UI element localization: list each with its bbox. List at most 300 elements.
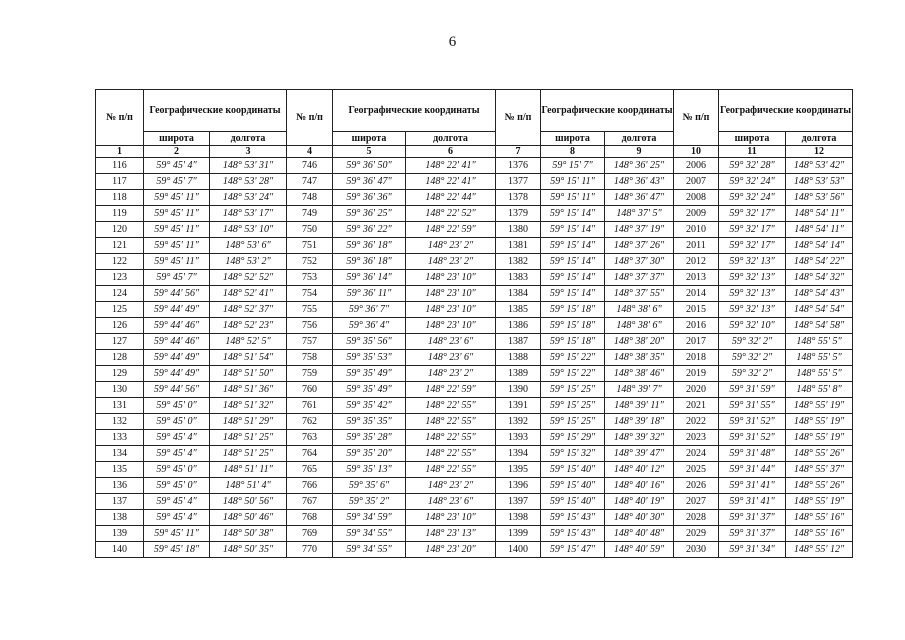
latitude-cell: 59° 15' 7"	[541, 158, 605, 174]
point-number: 1387	[496, 334, 541, 350]
point-number: 754	[287, 286, 333, 302]
latitude-cell: 59° 15' 43"	[541, 526, 605, 542]
latitude-cell: 59° 44' 56"	[144, 382, 210, 398]
point-number: 769	[287, 526, 333, 542]
point-number: 138	[96, 510, 144, 526]
longitude-cell: 148° 40' 48"	[605, 526, 674, 542]
latitude-cell: 59° 15' 25"	[541, 382, 605, 398]
point-number: 748	[287, 190, 333, 206]
latitude-cell: 59° 44' 46"	[144, 334, 210, 350]
header-num: № п/п	[674, 90, 719, 146]
latitude-cell: 59° 15' 14"	[541, 238, 605, 254]
longitude-cell: 148° 23' 10"	[406, 270, 496, 286]
table-row	[96, 542, 853, 558]
longitude-cell: 148° 53' 28"	[210, 174, 287, 190]
latitude-cell: 59° 45' 4"	[144, 430, 210, 446]
point-number: 1378	[496, 190, 541, 206]
longitude-cell: 148° 22' 55"	[406, 398, 496, 414]
point-number: 1400	[496, 542, 541, 558]
longitude-cell: 148° 39' 32"	[605, 430, 674, 446]
point-number: 1395	[496, 462, 541, 478]
point-number: 1398	[496, 510, 541, 526]
point-number: 140	[96, 542, 144, 558]
table-row	[96, 526, 853, 542]
table-row	[96, 302, 853, 318]
latitude-cell: 59° 15' 18"	[541, 302, 605, 318]
longitude-cell: 148° 22' 44"	[406, 190, 496, 206]
point-number: 1392	[496, 414, 541, 430]
longitude-cell: 148° 23' 6"	[406, 334, 496, 350]
point-number: 770	[287, 542, 333, 558]
header-geo: Географические координаты	[144, 90, 287, 132]
point-number: 2022	[674, 414, 719, 430]
latitude-cell: 59° 31' 48"	[719, 446, 786, 462]
point-number: 751	[287, 238, 333, 254]
latitude-cell: 59° 36' 50"	[333, 158, 406, 174]
point-number: 1394	[496, 446, 541, 462]
point-number: 118	[96, 190, 144, 206]
column-number: 10	[674, 146, 719, 158]
point-number: 746	[287, 158, 333, 174]
table-row	[96, 286, 853, 302]
longitude-cell: 148° 54' 58"	[786, 318, 853, 334]
header-lon: долгота	[210, 132, 287, 146]
point-number: 767	[287, 494, 333, 510]
point-number: 1382	[496, 254, 541, 270]
latitude-cell: 59° 35' 20"	[333, 446, 406, 462]
latitude-cell: 59° 31' 59"	[719, 382, 786, 398]
longitude-cell: 148° 36' 43"	[605, 174, 674, 190]
table-row	[96, 254, 853, 270]
latitude-cell: 59° 15' 14"	[541, 206, 605, 222]
point-number: 750	[287, 222, 333, 238]
latitude-cell: 59° 36' 7"	[333, 302, 406, 318]
longitude-cell: 148° 23' 10"	[406, 318, 496, 334]
point-number: 1376	[496, 158, 541, 174]
point-number: 1388	[496, 350, 541, 366]
longitude-cell: 148° 51' 4"	[210, 478, 287, 494]
longitude-cell: 148° 37' 37"	[605, 270, 674, 286]
point-number: 1384	[496, 286, 541, 302]
longitude-cell: 148° 55' 26"	[786, 446, 853, 462]
latitude-cell: 59° 45' 11"	[144, 238, 210, 254]
latitude-cell: 59° 15' 47"	[541, 542, 605, 558]
longitude-cell: 148° 23' 2"	[406, 254, 496, 270]
latitude-cell: 59° 32' 13"	[719, 254, 786, 270]
point-number: 2019	[674, 366, 719, 382]
point-number: 2007	[674, 174, 719, 190]
longitude-cell: 148° 55' 12"	[786, 542, 853, 558]
latitude-cell: 59° 31' 41"	[719, 478, 786, 494]
longitude-cell: 148° 22' 59"	[406, 382, 496, 398]
point-number: 2030	[674, 542, 719, 558]
header-num: № п/п	[496, 90, 541, 146]
latitude-cell: 59° 32' 2"	[719, 366, 786, 382]
latitude-cell: 59° 31' 52"	[719, 414, 786, 430]
latitude-cell: 59° 15' 18"	[541, 318, 605, 334]
header-geo: Географические координаты	[541, 90, 674, 132]
point-number: 135	[96, 462, 144, 478]
latitude-cell: 59° 45' 11"	[144, 222, 210, 238]
point-number: 2021	[674, 398, 719, 414]
longitude-cell: 148° 53' 24"	[210, 190, 287, 206]
header-geo: Географические координаты	[719, 90, 853, 132]
point-number: 2008	[674, 190, 719, 206]
longitude-cell: 148° 51' 25"	[210, 446, 287, 462]
latitude-cell: 59° 31' 52"	[719, 430, 786, 446]
longitude-cell: 148° 53' 10"	[210, 222, 287, 238]
longitude-cell: 148° 40' 16"	[605, 478, 674, 494]
table-row	[96, 478, 853, 494]
longitude-cell: 148° 23' 6"	[406, 494, 496, 510]
table-body	[96, 158, 853, 558]
longitude-cell: 148° 55' 19"	[786, 430, 853, 446]
table-row	[96, 158, 853, 174]
point-number: 2006	[674, 158, 719, 174]
point-number: 2026	[674, 478, 719, 494]
point-number: 130	[96, 382, 144, 398]
longitude-cell: 148° 23' 2"	[406, 478, 496, 494]
header-lat: широта	[541, 132, 605, 146]
column-number: 3	[210, 146, 287, 158]
longitude-cell: 148° 36' 47"	[605, 190, 674, 206]
longitude-cell: 148° 53' 2"	[210, 254, 287, 270]
column-number: 9	[605, 146, 674, 158]
header-num: № п/п	[287, 90, 333, 146]
longitude-cell: 148° 23' 20"	[406, 542, 496, 558]
latitude-cell: 59° 36' 36"	[333, 190, 406, 206]
column-number: 11	[719, 146, 786, 158]
point-number: 132	[96, 414, 144, 430]
longitude-cell: 148° 55' 19"	[786, 494, 853, 510]
header-lon: долгота	[605, 132, 674, 146]
table-row	[96, 494, 853, 510]
point-number: 2025	[674, 462, 719, 478]
point-number: 1393	[496, 430, 541, 446]
point-number: 758	[287, 350, 333, 366]
longitude-cell: 148° 55' 16"	[786, 526, 853, 542]
longitude-cell: 148° 55' 5"	[786, 366, 853, 382]
point-number: 2013	[674, 270, 719, 286]
point-number: 1381	[496, 238, 541, 254]
latitude-cell: 59° 32' 17"	[719, 238, 786, 254]
latitude-cell: 59° 34' 59"	[333, 510, 406, 526]
longitude-cell: 148° 37' 55"	[605, 286, 674, 302]
table-row	[96, 334, 853, 350]
point-number: 134	[96, 446, 144, 462]
longitude-cell: 148° 55' 19"	[786, 398, 853, 414]
point-number: 120	[96, 222, 144, 238]
point-number: 119	[96, 206, 144, 222]
latitude-cell: 59° 15' 32"	[541, 446, 605, 462]
point-number: 124	[96, 286, 144, 302]
point-number: 1399	[496, 526, 541, 542]
point-number: 765	[287, 462, 333, 478]
latitude-cell: 59° 15' 29"	[541, 430, 605, 446]
column-number: 7	[496, 146, 541, 158]
table-row	[96, 430, 853, 446]
longitude-cell: 148° 54' 11"	[786, 206, 853, 222]
longitude-cell: 148° 22' 41"	[406, 174, 496, 190]
longitude-cell: 148° 40' 19"	[605, 494, 674, 510]
column-number: 5	[333, 146, 406, 158]
table-row	[96, 270, 853, 286]
latitude-cell: 59° 32' 13"	[719, 286, 786, 302]
longitude-cell: 148° 53' 6"	[210, 238, 287, 254]
header-geo: Географические координаты	[333, 90, 496, 132]
point-number: 1397	[496, 494, 541, 510]
point-number: 763	[287, 430, 333, 446]
point-number: 2020	[674, 382, 719, 398]
point-number: 128	[96, 350, 144, 366]
longitude-cell: 148° 54' 14"	[786, 238, 853, 254]
latitude-cell: 59° 45' 0"	[144, 398, 210, 414]
latitude-cell: 59° 45' 11"	[144, 526, 210, 542]
latitude-cell: 59° 45' 4"	[144, 510, 210, 526]
point-number: 1377	[496, 174, 541, 190]
longitude-cell: 148° 50' 35"	[210, 542, 287, 558]
latitude-cell: 59° 35' 53"	[333, 350, 406, 366]
point-number: 1385	[496, 302, 541, 318]
longitude-cell: 148° 22' 41"	[406, 158, 496, 174]
latitude-cell: 59° 15' 18"	[541, 334, 605, 350]
column-number: 2	[144, 146, 210, 158]
longitude-cell: 148° 22' 55"	[406, 446, 496, 462]
longitude-cell: 148° 50' 46"	[210, 510, 287, 526]
column-number: 4	[287, 146, 333, 158]
latitude-cell: 59° 44' 46"	[144, 318, 210, 334]
longitude-cell: 148° 22' 55"	[406, 462, 496, 478]
table-row	[96, 206, 853, 222]
latitude-cell: 59° 31' 37"	[719, 510, 786, 526]
latitude-cell: 59° 36' 18"	[333, 254, 406, 270]
point-number: 766	[287, 478, 333, 494]
point-number: 116	[96, 158, 144, 174]
latitude-cell: 59° 35' 13"	[333, 462, 406, 478]
longitude-cell: 148° 37' 30"	[605, 254, 674, 270]
point-number: 122	[96, 254, 144, 270]
point-number: 2015	[674, 302, 719, 318]
table-row	[96, 238, 853, 254]
latitude-cell: 59° 15' 14"	[541, 222, 605, 238]
latitude-cell: 59° 45' 7"	[144, 174, 210, 190]
longitude-cell: 148° 37' 19"	[605, 222, 674, 238]
longitude-cell: 148° 51' 11"	[210, 462, 287, 478]
point-number: 749	[287, 206, 333, 222]
longitude-cell: 148° 40' 12"	[605, 462, 674, 478]
longitude-cell: 148° 40' 59"	[605, 542, 674, 558]
point-number: 1391	[496, 398, 541, 414]
table-row	[96, 414, 853, 430]
point-number: 133	[96, 430, 144, 446]
point-number: 759	[287, 366, 333, 382]
point-number: 757	[287, 334, 333, 350]
latitude-cell: 59° 35' 42"	[333, 398, 406, 414]
latitude-cell: 59° 45' 0"	[144, 414, 210, 430]
longitude-cell: 148° 51' 54"	[210, 350, 287, 366]
latitude-cell: 59° 15' 11"	[541, 190, 605, 206]
latitude-cell: 59° 15' 22"	[541, 350, 605, 366]
latitude-cell: 59° 35' 49"	[333, 366, 406, 382]
point-number: 764	[287, 446, 333, 462]
latitude-cell: 59° 32' 2"	[719, 350, 786, 366]
point-number: 761	[287, 398, 333, 414]
latitude-cell: 59° 15' 43"	[541, 510, 605, 526]
longitude-cell: 148° 52' 41"	[210, 286, 287, 302]
point-number: 2027	[674, 494, 719, 510]
longitude-cell: 148° 54' 54"	[786, 302, 853, 318]
column-number: 12	[786, 146, 853, 158]
latitude-cell: 59° 45' 18"	[144, 542, 210, 558]
latitude-cell: 59° 32' 13"	[719, 302, 786, 318]
longitude-cell: 148° 53' 56"	[786, 190, 853, 206]
latitude-cell: 59° 45' 4"	[144, 494, 210, 510]
longitude-cell: 148° 39' 18"	[605, 414, 674, 430]
longitude-cell: 148° 51' 32"	[210, 398, 287, 414]
point-number: 1383	[496, 270, 541, 286]
table-row	[96, 366, 853, 382]
point-number: 1386	[496, 318, 541, 334]
table-row	[96, 382, 853, 398]
latitude-cell: 59° 15' 22"	[541, 366, 605, 382]
page-number: 6	[448, 34, 457, 50]
table-row	[96, 222, 853, 238]
latitude-cell: 59° 36' 4"	[333, 318, 406, 334]
latitude-cell: 59° 45' 7"	[144, 270, 210, 286]
longitude-cell: 148° 51' 36"	[210, 382, 287, 398]
latitude-cell: 59° 34' 55"	[333, 542, 406, 558]
point-number: 127	[96, 334, 144, 350]
longitude-cell: 148° 23' 6"	[406, 350, 496, 366]
latitude-cell: 59° 44' 49"	[144, 366, 210, 382]
longitude-cell: 148° 55' 19"	[786, 414, 853, 430]
point-number: 2023	[674, 430, 719, 446]
header-lon: долгота	[786, 132, 853, 146]
latitude-cell: 59° 36' 22"	[333, 222, 406, 238]
point-number: 129	[96, 366, 144, 382]
longitude-cell: 148° 53' 31"	[210, 158, 287, 174]
point-number: 2018	[674, 350, 719, 366]
latitude-cell: 59° 45' 4"	[144, 446, 210, 462]
latitude-cell: 59° 36' 25"	[333, 206, 406, 222]
point-number: 2017	[674, 334, 719, 350]
header-lat: широта	[719, 132, 786, 146]
point-number: 139	[96, 526, 144, 542]
point-number: 125	[96, 302, 144, 318]
point-number: 1389	[496, 366, 541, 382]
latitude-cell: 59° 32' 24"	[719, 190, 786, 206]
point-number: 2012	[674, 254, 719, 270]
longitude-cell: 148° 23' 13"	[406, 526, 496, 542]
longitude-cell: 148° 51' 25"	[210, 430, 287, 446]
latitude-cell: 59° 35' 28"	[333, 430, 406, 446]
longitude-cell: 148° 23' 10"	[406, 286, 496, 302]
latitude-cell: 59° 32' 13"	[719, 270, 786, 286]
header-lat: широта	[144, 132, 210, 146]
latitude-cell: 59° 44' 49"	[144, 302, 210, 318]
longitude-cell: 148° 52' 23"	[210, 318, 287, 334]
longitude-cell: 148° 37' 5"	[605, 206, 674, 222]
longitude-cell: 148° 40' 30"	[605, 510, 674, 526]
longitude-cell: 148° 38' 20"	[605, 334, 674, 350]
longitude-cell: 148° 36' 25"	[605, 158, 674, 174]
latitude-cell: 59° 32' 28"	[719, 158, 786, 174]
point-number: 2028	[674, 510, 719, 526]
latitude-cell: 59° 36' 18"	[333, 238, 406, 254]
longitude-cell: 148° 54' 11"	[786, 222, 853, 238]
latitude-cell: 59° 36' 14"	[333, 270, 406, 286]
point-number: 121	[96, 238, 144, 254]
latitude-cell: 59° 35' 35"	[333, 414, 406, 430]
longitude-cell: 148° 50' 38"	[210, 526, 287, 542]
longitude-cell: 148° 54' 22"	[786, 254, 853, 270]
latitude-cell: 59° 36' 47"	[333, 174, 406, 190]
point-number: 747	[287, 174, 333, 190]
latitude-cell: 59° 32' 10"	[719, 318, 786, 334]
point-number: 123	[96, 270, 144, 286]
longitude-cell: 148° 55' 5"	[786, 350, 853, 366]
longitude-cell: 148° 39' 11"	[605, 398, 674, 414]
longitude-cell: 148° 55' 26"	[786, 478, 853, 494]
longitude-cell: 148° 53' 53"	[786, 174, 853, 190]
longitude-cell: 148° 22' 55"	[406, 414, 496, 430]
latitude-cell: 59° 44' 49"	[144, 350, 210, 366]
point-number: 126	[96, 318, 144, 334]
column-number: 6	[406, 146, 496, 158]
coordinates-table	[95, 89, 853, 558]
latitude-cell: 59° 45' 11"	[144, 206, 210, 222]
point-number: 1380	[496, 222, 541, 238]
latitude-cell: 59° 31' 41"	[719, 494, 786, 510]
header-num: № п/п	[96, 90, 144, 146]
longitude-cell: 148° 55' 37"	[786, 462, 853, 478]
point-number: 768	[287, 510, 333, 526]
point-number: 137	[96, 494, 144, 510]
header-lon: долгота	[406, 132, 496, 146]
latitude-cell: 59° 45' 4"	[144, 158, 210, 174]
latitude-cell: 59° 15' 40"	[541, 494, 605, 510]
latitude-cell: 59° 15' 25"	[541, 398, 605, 414]
table-row	[96, 398, 853, 414]
table-row	[96, 350, 853, 366]
longitude-cell: 148° 38' 35"	[605, 350, 674, 366]
latitude-cell: 59° 45' 0"	[144, 478, 210, 494]
point-number: 753	[287, 270, 333, 286]
point-number: 1379	[496, 206, 541, 222]
point-number: 756	[287, 318, 333, 334]
latitude-cell: 59° 15' 25"	[541, 414, 605, 430]
longitude-cell: 148° 23' 10"	[406, 510, 496, 526]
longitude-cell: 148° 52' 5"	[210, 334, 287, 350]
point-number: 2016	[674, 318, 719, 334]
table-row	[96, 446, 853, 462]
latitude-cell: 59° 15' 40"	[541, 478, 605, 494]
longitude-cell: 148° 52' 37"	[210, 302, 287, 318]
point-number: 2009	[674, 206, 719, 222]
column-number: 8	[541, 146, 605, 158]
longitude-cell: 148° 51' 50"	[210, 366, 287, 382]
latitude-cell: 59° 45' 0"	[144, 462, 210, 478]
longitude-cell: 148° 55' 8"	[786, 382, 853, 398]
longitude-cell: 148° 38' 6"	[605, 318, 674, 334]
point-number: 1396	[496, 478, 541, 494]
point-number: 136	[96, 478, 144, 494]
latitude-cell: 59° 35' 6"	[333, 478, 406, 494]
longitude-cell: 148° 37' 26"	[605, 238, 674, 254]
longitude-cell: 148° 39' 47"	[605, 446, 674, 462]
latitude-cell: 59° 32' 2"	[719, 334, 786, 350]
latitude-cell: 59° 31' 44"	[719, 462, 786, 478]
